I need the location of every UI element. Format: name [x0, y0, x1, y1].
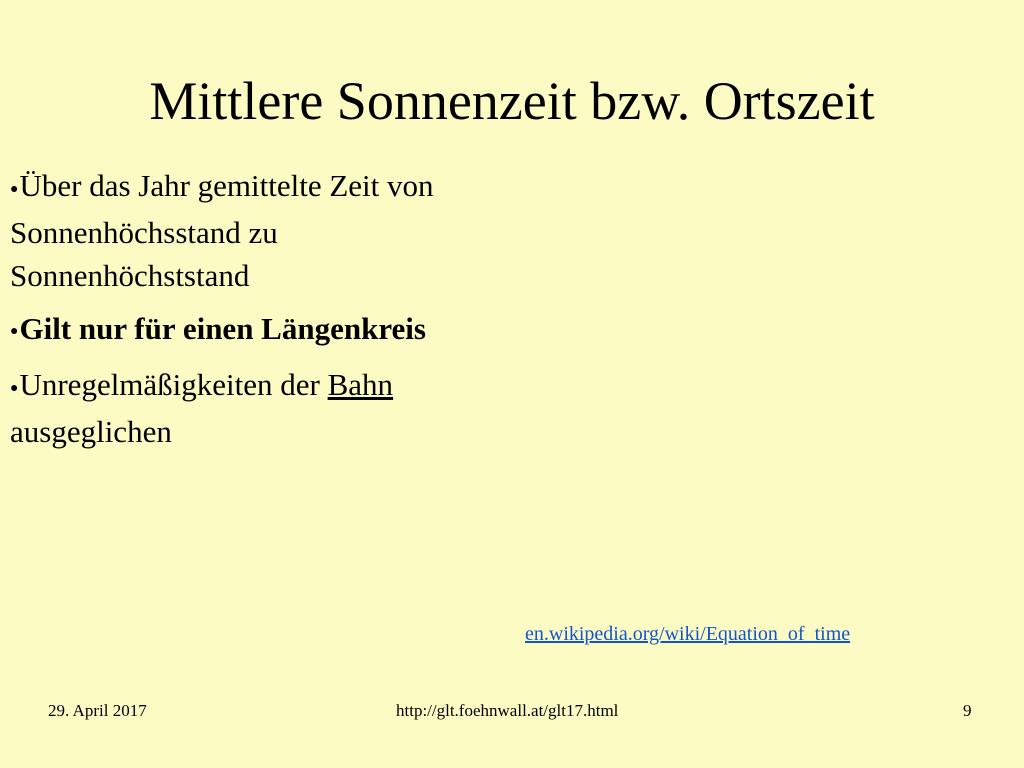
bullet-dot-icon: ●	[10, 181, 19, 197]
bullet-list	[10, 164, 470, 463]
wikipedia-link[interactable]: en.wikipedia.org/wiki/Equation_of_time	[525, 623, 851, 645]
bullet-item-2	[10, 307, 470, 354]
bullet-dot-icon: ●	[10, 324, 19, 339]
bullet-dot-icon: ●	[10, 380, 19, 396]
bullet-text-before: Unregelmäßigkeiten der	[19, 367, 328, 402]
bullet-text: Über das Jahr gemittelte Zeit von Sonnenhöchsstand zu Sonnenhöchststand	[10, 168, 434, 293]
footer-url: http://glt.foehnwall.at/glt17.html	[396, 701, 619, 720]
bullet-text: Gilt nur für einen Längenkreis	[19, 310, 426, 346]
slide-title: Mittlere Sonnenzeit bzw. Ortszeit	[149, 71, 875, 131]
bullet-text-after: ausgeglichen	[10, 413, 172, 449]
bullet-underlined-word: Bahn	[327, 367, 394, 402]
page-number: 9	[963, 701, 972, 720]
bullet-item-3	[10, 363, 470, 453]
bullet-item-1	[10, 164, 470, 297]
footer-date: 29. April 2017	[48, 701, 147, 720]
